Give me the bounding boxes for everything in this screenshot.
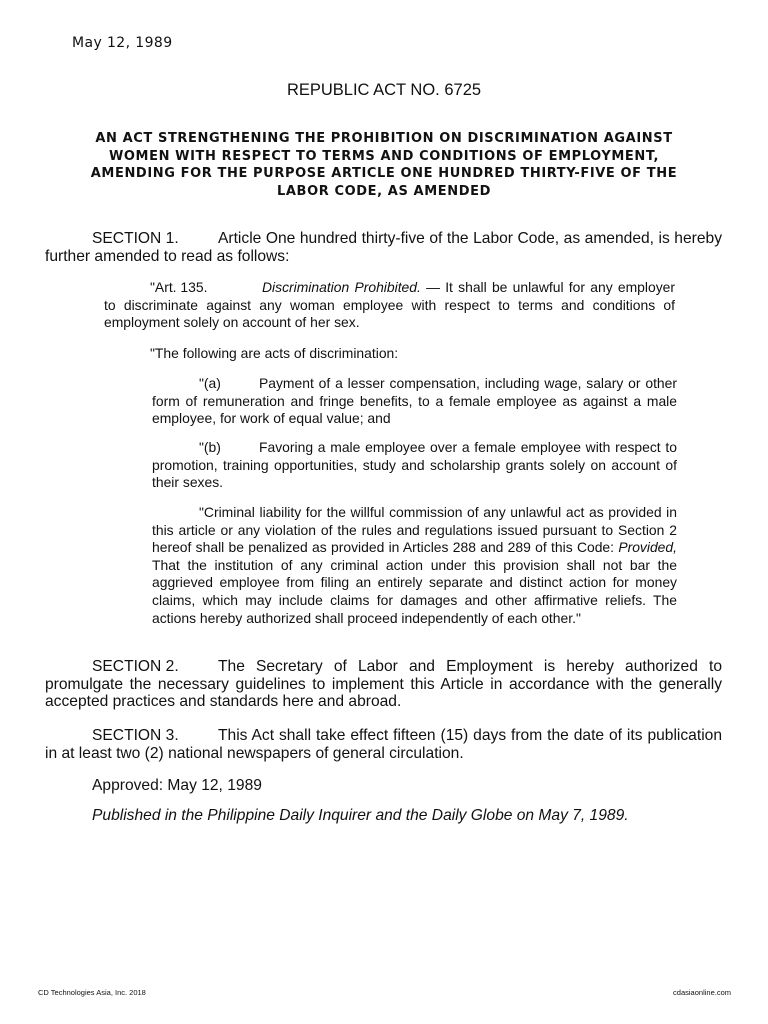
liability-proviso: Provided, <box>618 539 677 556</box>
section-2 <box>45 658 722 711</box>
section-3-label: SECTION 3. <box>92 727 179 744</box>
article-text: — It shall be unlawful for any employer to discriminate against any woman employee with respect to terms and conditions of employment solely on account of her sex. <box>104 279 675 331</box>
act-number: REPUBLIC ACT NO. 6725 <box>286 81 482 99</box>
item-a <box>152 375 677 428</box>
footer-publisher: CD Technologies Asia, Inc. 2018 <box>38 988 146 997</box>
item-a-label: "(a) <box>199 375 221 391</box>
section-3 <box>45 727 722 762</box>
approved-line: Approved: May 12, 1989 <box>92 777 262 794</box>
section-2-text: The Secretary of Labor and Employment is hereby authorized to promulgate the necessary guidelines to implement this Article in accordance with the generally accepted practices and standards here and abroad. <box>45 658 722 710</box>
item-b <box>152 439 677 492</box>
section-2-label: SECTION 2. <box>92 658 179 675</box>
discrimination-intro: "The following are acts of discrimination: <box>150 345 399 361</box>
item-b-text: Favoring a male employee over a female employee with respect to promotion, training opportunities, study and scholarship grants solely on account of their sexes. <box>152 439 677 491</box>
header-date: May 12, 1989 <box>72 35 173 51</box>
footer-website: cdasiaonline.com <box>673 988 731 997</box>
article-heading: Discrimination Prohibited. <box>262 279 421 295</box>
act-title: AN ACT STRENGTHENING THE PROHIBITION ON DISCRIMINATION AGAINST WOMEN WITH RESPECT TO TERMS AND CONDITIONS OF EMPLOYMENT, AMENDING FOR THE PURPOSE ARTICLE ONE HUNDRED THIRTY-FIVE OF THE LABOR CODE, AS AMENDED <box>90 131 678 199</box>
article-135 <box>104 279 675 332</box>
section-1-label: SECTION 1. <box>92 230 179 247</box>
item-b-label: "(b) <box>199 439 221 455</box>
item-a-text: Payment of a lesser compensation, including wage, salary or other form of remuneration and fringe benefits, to a female employee as against a male employee, for work of equal value; and <box>152 375 677 427</box>
criminal-liability <box>152 504 677 627</box>
published-line: Published in the Philippine Daily Inquirer and the Daily Globe on May 7, 1989. <box>92 807 629 824</box>
section-1-text: Article One hundred thirty-five of the Labor Code, as amended, is hereby further amended to read as follows: <box>45 230 722 265</box>
article-label: "Art. 135. <box>150 279 208 295</box>
section-1 <box>45 230 722 265</box>
liability-text-2: That the institution of any criminal action under this provision shall not bar the aggrieved employee from filing an entirely separate and distinct action for money claims, which may include claims for damages and other affirmative reliefs. The actions hereby authorized shall proceed independently of each other." <box>152 556 677 626</box>
section-3-text: This Act shall take effect fifteen (15) days from the date of its publication in at least two (2) national newspapers of general circulation. <box>45 727 722 762</box>
liability-text-1: "Criminal liability for the willful commission of any unlawful act as provided in this article or any violation of the rules and regulations issued pursuant to Section 2 hereof shall be penalized as provided in Articles 288 and 289 of this Code: <box>152 504 677 556</box>
